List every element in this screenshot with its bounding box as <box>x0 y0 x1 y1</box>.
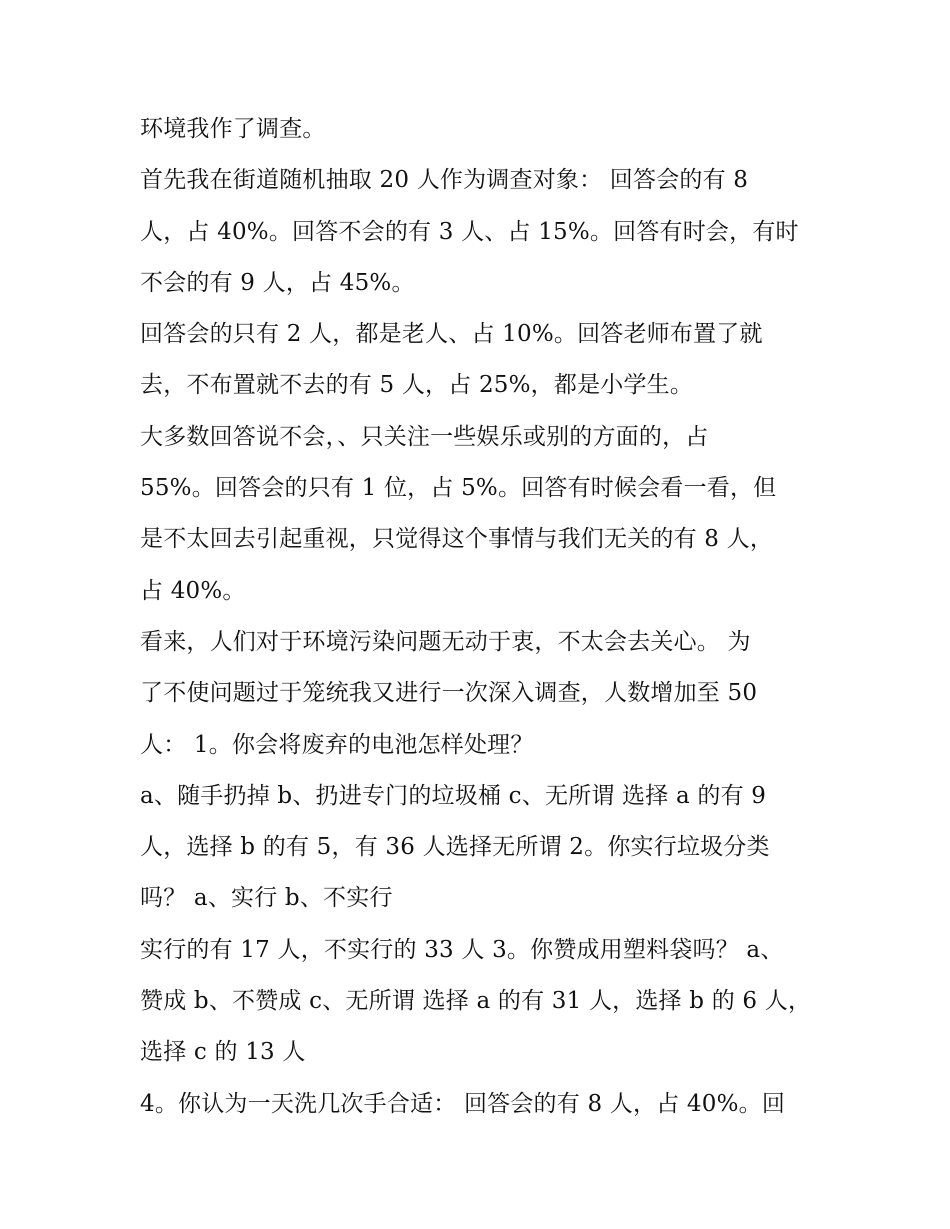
text-line: 4。你认为一天洗几次手合适： 回答会的有 8 人，占 40%。回 <box>140 1090 786 1117</box>
text-line: 回答会的只有 2 人，都是老人、占 10%。回答老师布置了就 <box>140 321 763 348</box>
text-line: 是不太回去引起重视，只觉得这个事情与我们无关的有 8 人， <box>140 526 774 553</box>
text-line: 大多数回答说不会，、只关注一些娱乐或别的方面的，占 <box>140 423 709 450</box>
text-line: 吗？ a、实行 b、不实行 <box>140 885 393 912</box>
text-line: 人，选择 b 的有 5，有 36 人选择无所谓 2。你实行垃圾分类 <box>140 834 770 861</box>
text-line: 占 40%。 <box>140 577 246 604</box>
text-line: 环境我作了调查。 <box>140 116 326 142</box>
text-line: 赞成 b、不赞成 c、无所谓 选择 a 的有 31 人，选择 b 的 6 人， <box>140 988 812 1015</box>
text-line: 实行的有 17 人，不实行的 33 人 3。你赞成用塑料袋吗？ a、 <box>140 936 784 963</box>
text-line: 55%。回答会的只有 1 位，占 5%。回答有时候会看一看，但 <box>140 475 777 502</box>
document-body <box>140 104 820 1130</box>
text-line: a、随手扔掉 b、扔进专门的垃圾桶 c、无所谓 选择 a 的有 9 <box>140 782 767 809</box>
text-line: 人： 1。你会将废弃的电池怎样处理？ <box>140 731 534 758</box>
text-line: 看来，人们对于环境污染问题无动于衷，不太会去关心。 为 <box>140 628 751 655</box>
text-line: 首先我在街道随机抽取 20 人作为调查对象： 回答会的有 8 <box>140 167 749 194</box>
text-line: 不会的有 9 人，占 45%。 <box>140 269 415 296</box>
text-line: 人，占 40%。回答不会的有 3 人、占 15%。回答有时会，有时 <box>140 218 799 245</box>
text-line: 选择 c 的 13 人 <box>140 1039 306 1066</box>
text-line: 去，不布置就不去的有 5 人，占 25%，都是小学生。 <box>140 372 694 399</box>
text-line: 了不使问题过于笼统我又进行一次深入调查，人数增加至 50 <box>140 680 758 707</box>
